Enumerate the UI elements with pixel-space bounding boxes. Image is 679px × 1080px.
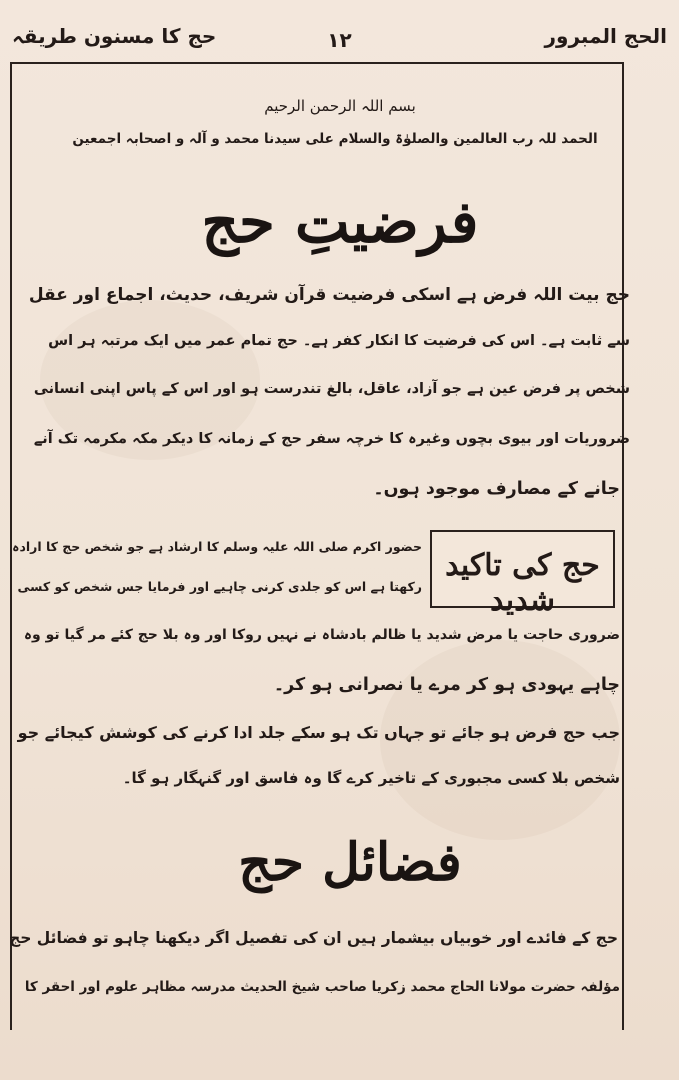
paragraph-line: حج بیت اللہ فرض ہے اسکی فرضیت قرآن شریف، حدیث، اجماع اور عقل <box>28 285 630 305</box>
page-number: ١٢ <box>327 28 352 52</box>
chapter-title: حج کا مسنون طریقہ <box>12 24 217 48</box>
section-heading-fazail: فضائل حج <box>238 832 462 893</box>
side-heading-title: حج کی تاکید شدید <box>445 548 600 618</box>
paragraph-line: حضور اکرم صلی اللہ علیہ وسلم کا ارشاد ہے جو شخص حج کا ارادہ <box>12 539 422 554</box>
side-heading-box <box>430 530 615 618</box>
paragraph-line: چاہے یہودی ہو کر مرے یا نصرانی ہو کر۔ <box>273 675 620 695</box>
paragraph-line: مؤلفہ حضرت مولانا الحاج محمد زکریا صاحب شیخ الحدیث مدرسہ مظاہر علوم اور احقر کا <box>24 979 620 995</box>
paragraph-line: شخص بلا کسی مجبوری کے تاخیر کرے گا وہ فاسق اور گنہگار ہو گا۔ <box>122 769 620 787</box>
book-title: الحج المبرور <box>544 24 667 48</box>
paragraph-line: جانے کے مصارف موجود ہوں۔ <box>373 479 620 499</box>
hamd-line: الحمد للہ رب العالمین والصلوٰۃ والسلام علی سیدنا محمد و آلہ و اصحابہ اجمعین <box>72 131 598 147</box>
bismillah: بسم اللہ الرحمن الرحیم <box>264 97 416 115</box>
paragraph-line: رکھتا ہے اس کو جلدی کرنی چاہیے اور فرمایا جس شخص کو کسی <box>17 579 422 594</box>
paragraph-line: شخص پر فرض عین ہے جو آزاد، عاقل، بالغ تندرست ہو اور اس کے پاس اپنی انسانی <box>33 381 630 397</box>
paragraph-line: ضروریات اور بیوی بچوں وغیرہ کا خرچہ سفر حج کے زمانہ کا دیکر مکہ مکرمہ تک آنے <box>33 431 630 447</box>
section-heading-farziyat: فرضیتِ حج <box>201 188 479 256</box>
paragraph-line: ضروری حاجت یا مرض شدید یا ظالم بادشاہ نے نہیں روکا اور وہ بلا حج کئے مر گیا تو وہ <box>23 627 620 643</box>
running-header <box>12 8 667 58</box>
paragraph-line: جب حج فرض ہو جائے تو جہاں تک ہو سکے جلد ادا کرنے کی کوشش کیجائے جو <box>17 723 620 742</box>
paragraph-line: سے ثابت ہے۔ اس کی فرضیت کا انکار کفر ہے۔ حج تمام عمر میں ایک مرتبہ ہر اس <box>48 333 630 349</box>
paragraph-line: حج کے فائدے اور خوبیاں بیشمار ہیں ان کی تفصیل اگر دیکھنا چاہو تو فضائل حج <box>9 929 618 947</box>
